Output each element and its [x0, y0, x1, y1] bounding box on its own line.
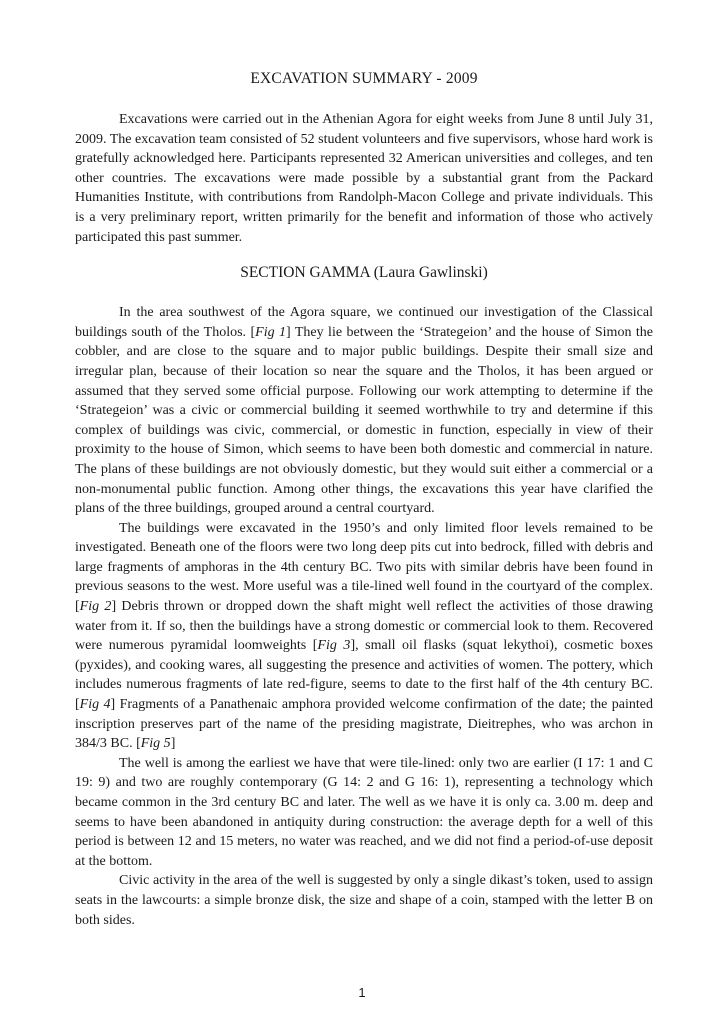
paragraph-text: The buildings were excavated in the 1950’s and only limited floor levels remained to be investigated. Beneath one of the floors were two long deep pits cut into bedrock, filled with debris and large fragments of amphoras in the 4th century BC. Two pits with similar debris have been found in previous seasons to the west. More useful was a tile-lined well found in the courtyard of the complex. [ — [75, 520, 653, 615]
figure-reference-4: Fig 4 — [79, 697, 111, 713]
section-paragraph-1 — [75, 303, 653, 519]
paragraph-text: ] — [170, 736, 176, 752]
section-paragraph-2 — [75, 519, 653, 754]
paragraph-text: ], small oil flasks (squat lekythoi), cosmetic boxes (pyxides), and cooking wares, all suggesting the presence and activities of women. The pottery, which includes numerous fragments of late red-figure, seems to date to the first half of the 4th century BC. [ — [75, 638, 653, 713]
paragraph-text: ] Fragments of a Panathenaic amphora provided welcome confirmation of the date; the painted inscription preserves part of the name of the presiding magistrate, Dieitrephes, who was archon in 384/3 BC. [ — [75, 697, 653, 752]
figure-reference-5: Fig 5 — [140, 736, 171, 752]
figure-reference-3: Fig 3 — [317, 638, 351, 654]
figure-reference-1: Fig 1 — [255, 324, 287, 340]
section-heading: SECTION GAMMA (Laura Gawlinski) — [240, 264, 488, 282]
page-title: EXCAVATION SUMMARY - 2009 — [250, 70, 478, 87]
paragraph-text: ] Debris thrown or dropped down the shaft might well reflect the activities of those drawing water from it. If so, then the buildings have a strong domestic or commercial look to them. Recovered were numerous pyramidal loomweights [ — [75, 599, 653, 654]
page-number: 1 — [358, 985, 366, 1000]
paragraph-text: In the area southwest of the Agora square, we continued our investigation of the Classical buildings south of the Tholos. [ — [75, 305, 653, 340]
figure-reference-2: Fig 2 — [79, 599, 112, 615]
section-paragraph-3: The well is among the earliest we have that were tile-lined: only two are earlier (I 17: 1 and C 19: 9) and two are roughly contemporary (G 14: 2 and G 16: 1), representing a technology which became common in the 3rd century BC and later. The well as we have it is only ca. 3.00 m. deep and seems to have been abandoned in antiquity during construction: the average depth for a well of this period is between 12 and 15 meters, no water was reached, and we did not find a period-of-use deposit at the bottom. — [75, 755, 653, 869]
intro-paragraph: Excavations were carried out in the Athenian Agora for eight weeks from June 8 until July 31, 2009. The excavation team consisted of 52 student volunteers and five supervisors, whose hard work is gratefully acknowledged here. Participants represented 32 American universities and colleges, and ten other countries. The excavations were made possible by a substantial grant from the Packard Humanities Institute, with contributions from Randolph-Macon College and private individuals. This is a very preliminary report, written primarily for the benefit and information of those who actively participated this past summer. — [75, 112, 653, 245]
section-paragraph-4: Civic activity in the area of the well is suggested by only a single dikast’s token, used to assign seats in the lawcourts: a simple bronze disk, the size and shape of a coin, stamped with the letter B on both sides. — [75, 873, 653, 928]
document-page — [75, 70, 653, 930]
paragraph-text: ] They lie between the ‘Strategeion’ and the house of Simon the cobbler, and are close to the square and to major public buildings. Despite their small size and irregular plan, because of their location so near the square and the Tholos, it has been argued or assumed that they served some official purpose. Following our work attempting to determine if the ‘Strategeion’ was a civic or commercial building it seemed worthwhile to try and determine if this complex of buildings was civic, commercial, or domestic in function, especially in view of their proximity to the house of Simon, which seems to have been both domestic and commercial in nature. The plans of these buildings are not obviously domestic, but they would suit either a commercial or a non-monumental public function. Among other things, the excavations this year have clarified the plans of the three buildings, grouped around a central courtyard. — [75, 324, 653, 517]
